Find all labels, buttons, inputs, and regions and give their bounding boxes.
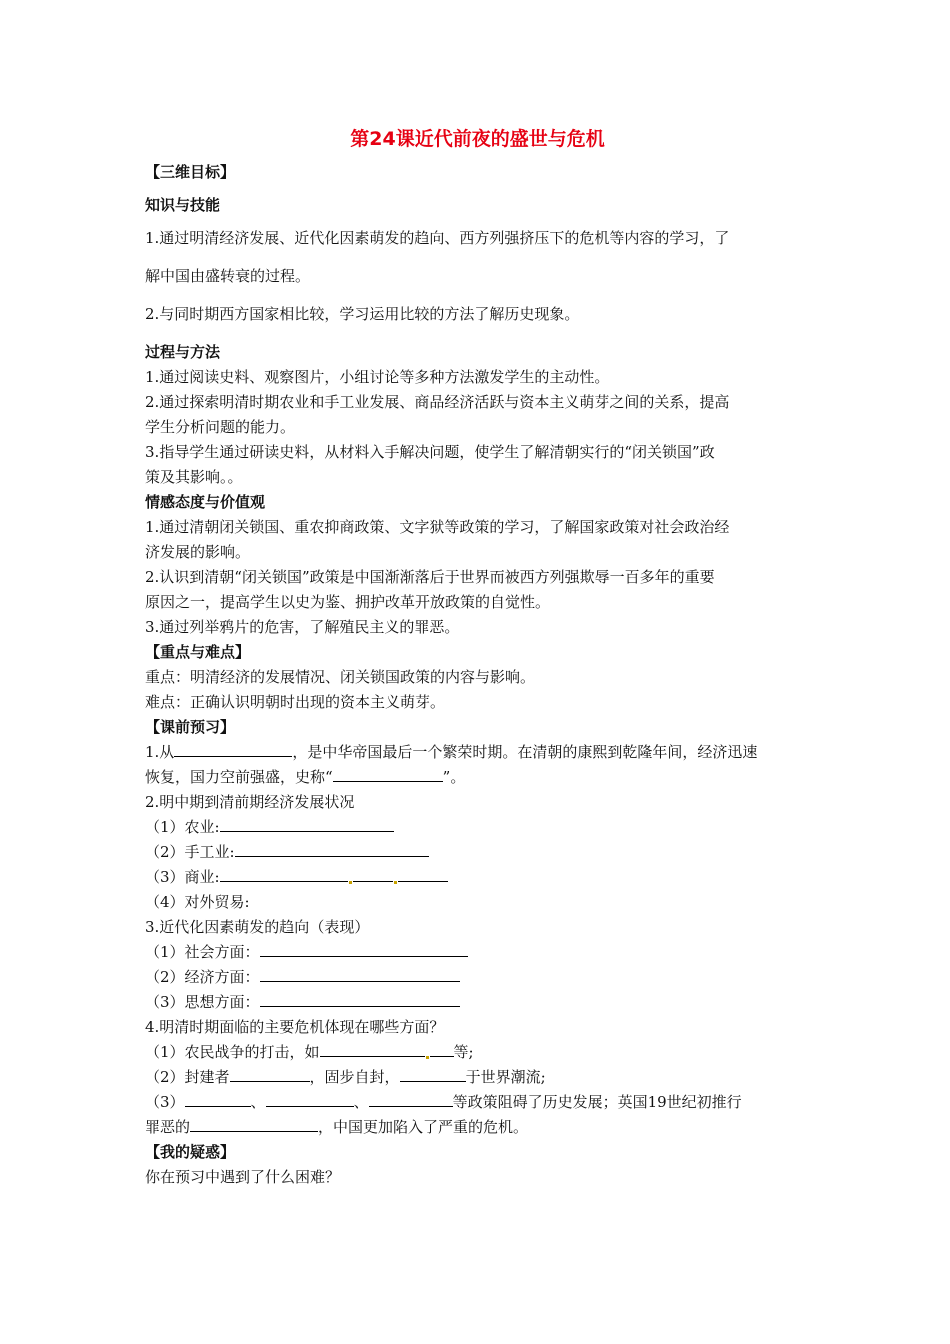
question-4-1-text-b: 等;: [453, 1043, 474, 1061]
answer-blank[interactable]: [333, 767, 443, 782]
question-4-2-text-b: ，固步自封，: [309, 1068, 400, 1086]
question-2-3-label: （3）商业:: [145, 868, 220, 886]
question-2-2-label: （2）手工业:: [145, 843, 235, 861]
knowledge-item-2: 2.与同时期西方国家相比较，学习运用比较的方法了解历史现象。: [145, 305, 580, 323]
question-1-text-c: 恢复，国力空前强盛，史称“: [145, 768, 333, 786]
mark-dot: [426, 1056, 429, 1059]
answer-blank[interactable]: [230, 1067, 310, 1082]
process-heading: 过程与方法: [145, 343, 221, 361]
answer-blank[interactable]: [430, 1042, 454, 1057]
preview-heading: 【课前预习】: [145, 718, 236, 736]
emotion-item-1a: 1.通过清朝闭关锁国、重农抑商政策、文字狱等政策的学习，了解国家政策对社会政治经: [145, 518, 730, 536]
emotion-item-2a: 2.认识到清朝“闭关锁国”政策是中国渐渐落后于世界而被西方列强欺辱一百多年的重要: [145, 568, 715, 586]
question-3-2-label: （2）经济方面：: [145, 968, 260, 986]
question-2-3: [145, 865, 810, 890]
process-item-3a: 3.指导学生通过研读史料，从材料入手解决问题，使学生了解清朝实行的“闭关锁国”政: [145, 443, 715, 461]
question-1-text-a: 1.从: [145, 743, 175, 761]
question-4-3-text-b: 、: [250, 1093, 266, 1111]
question-4-2-text-a: （2）封建者: [145, 1068, 230, 1086]
answer-blank[interactable]: [266, 1092, 354, 1107]
question-2-1: [145, 815, 810, 840]
key-heading: 【重点与难点】: [145, 643, 251, 661]
question-2-2: [145, 840, 810, 865]
question-1-text-b: ，是中华帝国最后一个繁荣时期。在清朝的康熙到乾隆年间，经济迅速: [292, 743, 758, 761]
answer-blank[interactable]: [369, 1092, 453, 1107]
emotion-item-3: 3.通过列举鸦片的危害，了解殖民主义的罪恶。: [145, 618, 460, 636]
page-title: 第24课近代前夜的盛世与危机: [350, 128, 605, 150]
key-point: 重点：明清经济的发展情况、闭关锁国政策的内容与影响。: [145, 668, 536, 686]
question-4-1: [145, 1040, 810, 1065]
doubt-question: 你在预习中遇到了什么困难？: [145, 1168, 341, 1186]
question-4-3-text-d: 等政策阻碍了历史发展；英国19世纪初推行: [452, 1093, 742, 1111]
answer-blank[interactable]: [220, 817, 394, 832]
knowledge-item-1a: 1.通过明清经济发展、近代化因素萌发的趋向、西方列强挤压下的危机等内容的学习，了: [145, 229, 730, 247]
question-4-2-text-c: 于世界潮流;: [465, 1068, 546, 1086]
doubt-heading: 【我的疑惑】: [145, 1143, 236, 1161]
answer-blank[interactable]: [260, 992, 460, 1007]
question-4-3-text-c: 、: [353, 1093, 369, 1111]
question-4-3-line-2: [145, 1115, 810, 1140]
answer-blank[interactable]: [260, 942, 468, 957]
question-3-1-label: （1）社会方面：: [145, 943, 260, 961]
knowledge-heading: 知识与技能: [145, 196, 221, 214]
question-1-text-d: ”。: [442, 768, 466, 786]
document-body: [145, 124, 810, 1190]
answer-blank[interactable]: [260, 967, 460, 982]
question-4: 4.明清时期面临的主要危机体现在哪些方面？: [145, 1018, 445, 1036]
question-4-3-text-f: ，中国更加陷入了严重的危机。: [318, 1118, 529, 1136]
question-4-2: [145, 1065, 810, 1090]
emotion-heading: 情感态度与价值观: [145, 493, 266, 511]
question-4-3-text-a: （3）: [145, 1093, 185, 1111]
goals-heading: 【三维目标】: [145, 163, 236, 181]
answer-blank[interactable]: [190, 1117, 318, 1132]
question-3-3-label: （3）思想方面：: [145, 993, 260, 1011]
process-item-2b: 学生分析问题的能力。: [145, 418, 296, 436]
question-2-1-label: （1）农业:: [145, 818, 220, 836]
process-item-2a: 2.通过探索明清时期农业和手工业发展、商品经济活跃与资本主义萌芽之间的关系，提高: [145, 393, 730, 411]
answer-blank[interactable]: [174, 742, 292, 757]
question-3-2: [145, 965, 810, 990]
difficult-point: 难点：正确认识明朝时出现的资本主义萌芽。: [145, 693, 446, 711]
answer-blank[interactable]: [220, 867, 348, 882]
emotion-item-1b: 济发展的影响。: [145, 543, 251, 561]
answer-blank[interactable]: [235, 842, 429, 857]
mark-dot: [349, 881, 352, 884]
question-4-1-text-a: （1）农民战争的打击，如: [145, 1043, 320, 1061]
answer-blank[interactable]: [400, 1067, 466, 1082]
question-4-3-text-e: 罪恶的: [145, 1118, 191, 1136]
mark-dot: [394, 881, 397, 884]
answer-blank[interactable]: [398, 867, 448, 882]
question-1-line-2: [145, 765, 810, 790]
emotion-item-2b: 原因之一，提高学生以史为鉴、拥护改革开放政策的自觉性。: [145, 593, 551, 611]
knowledge-item-1b: 解中国由盛转衰的过程。: [145, 267, 311, 285]
question-3: 3.近代化因素萌发的趋向（表现）: [145, 918, 370, 936]
question-2: 2.明中期到清前期经济发展状况: [145, 793, 355, 811]
question-1-line-1: [145, 740, 810, 765]
question-3-3: [145, 990, 810, 1015]
question-2-4: （4）对外贸易:: [145, 893, 250, 911]
question-4-3-line-1: [145, 1090, 810, 1115]
process-item-1: 1.通过阅读史料、观察图片，小组讨论等多种方法激发学生的主动性。: [145, 368, 610, 386]
answer-blank[interactable]: [320, 1042, 425, 1057]
process-item-3b: 策及其影响。。: [145, 468, 243, 486]
question-3-1: [145, 940, 810, 965]
answer-blank[interactable]: [185, 1092, 251, 1107]
answer-blank[interactable]: [353, 867, 393, 882]
